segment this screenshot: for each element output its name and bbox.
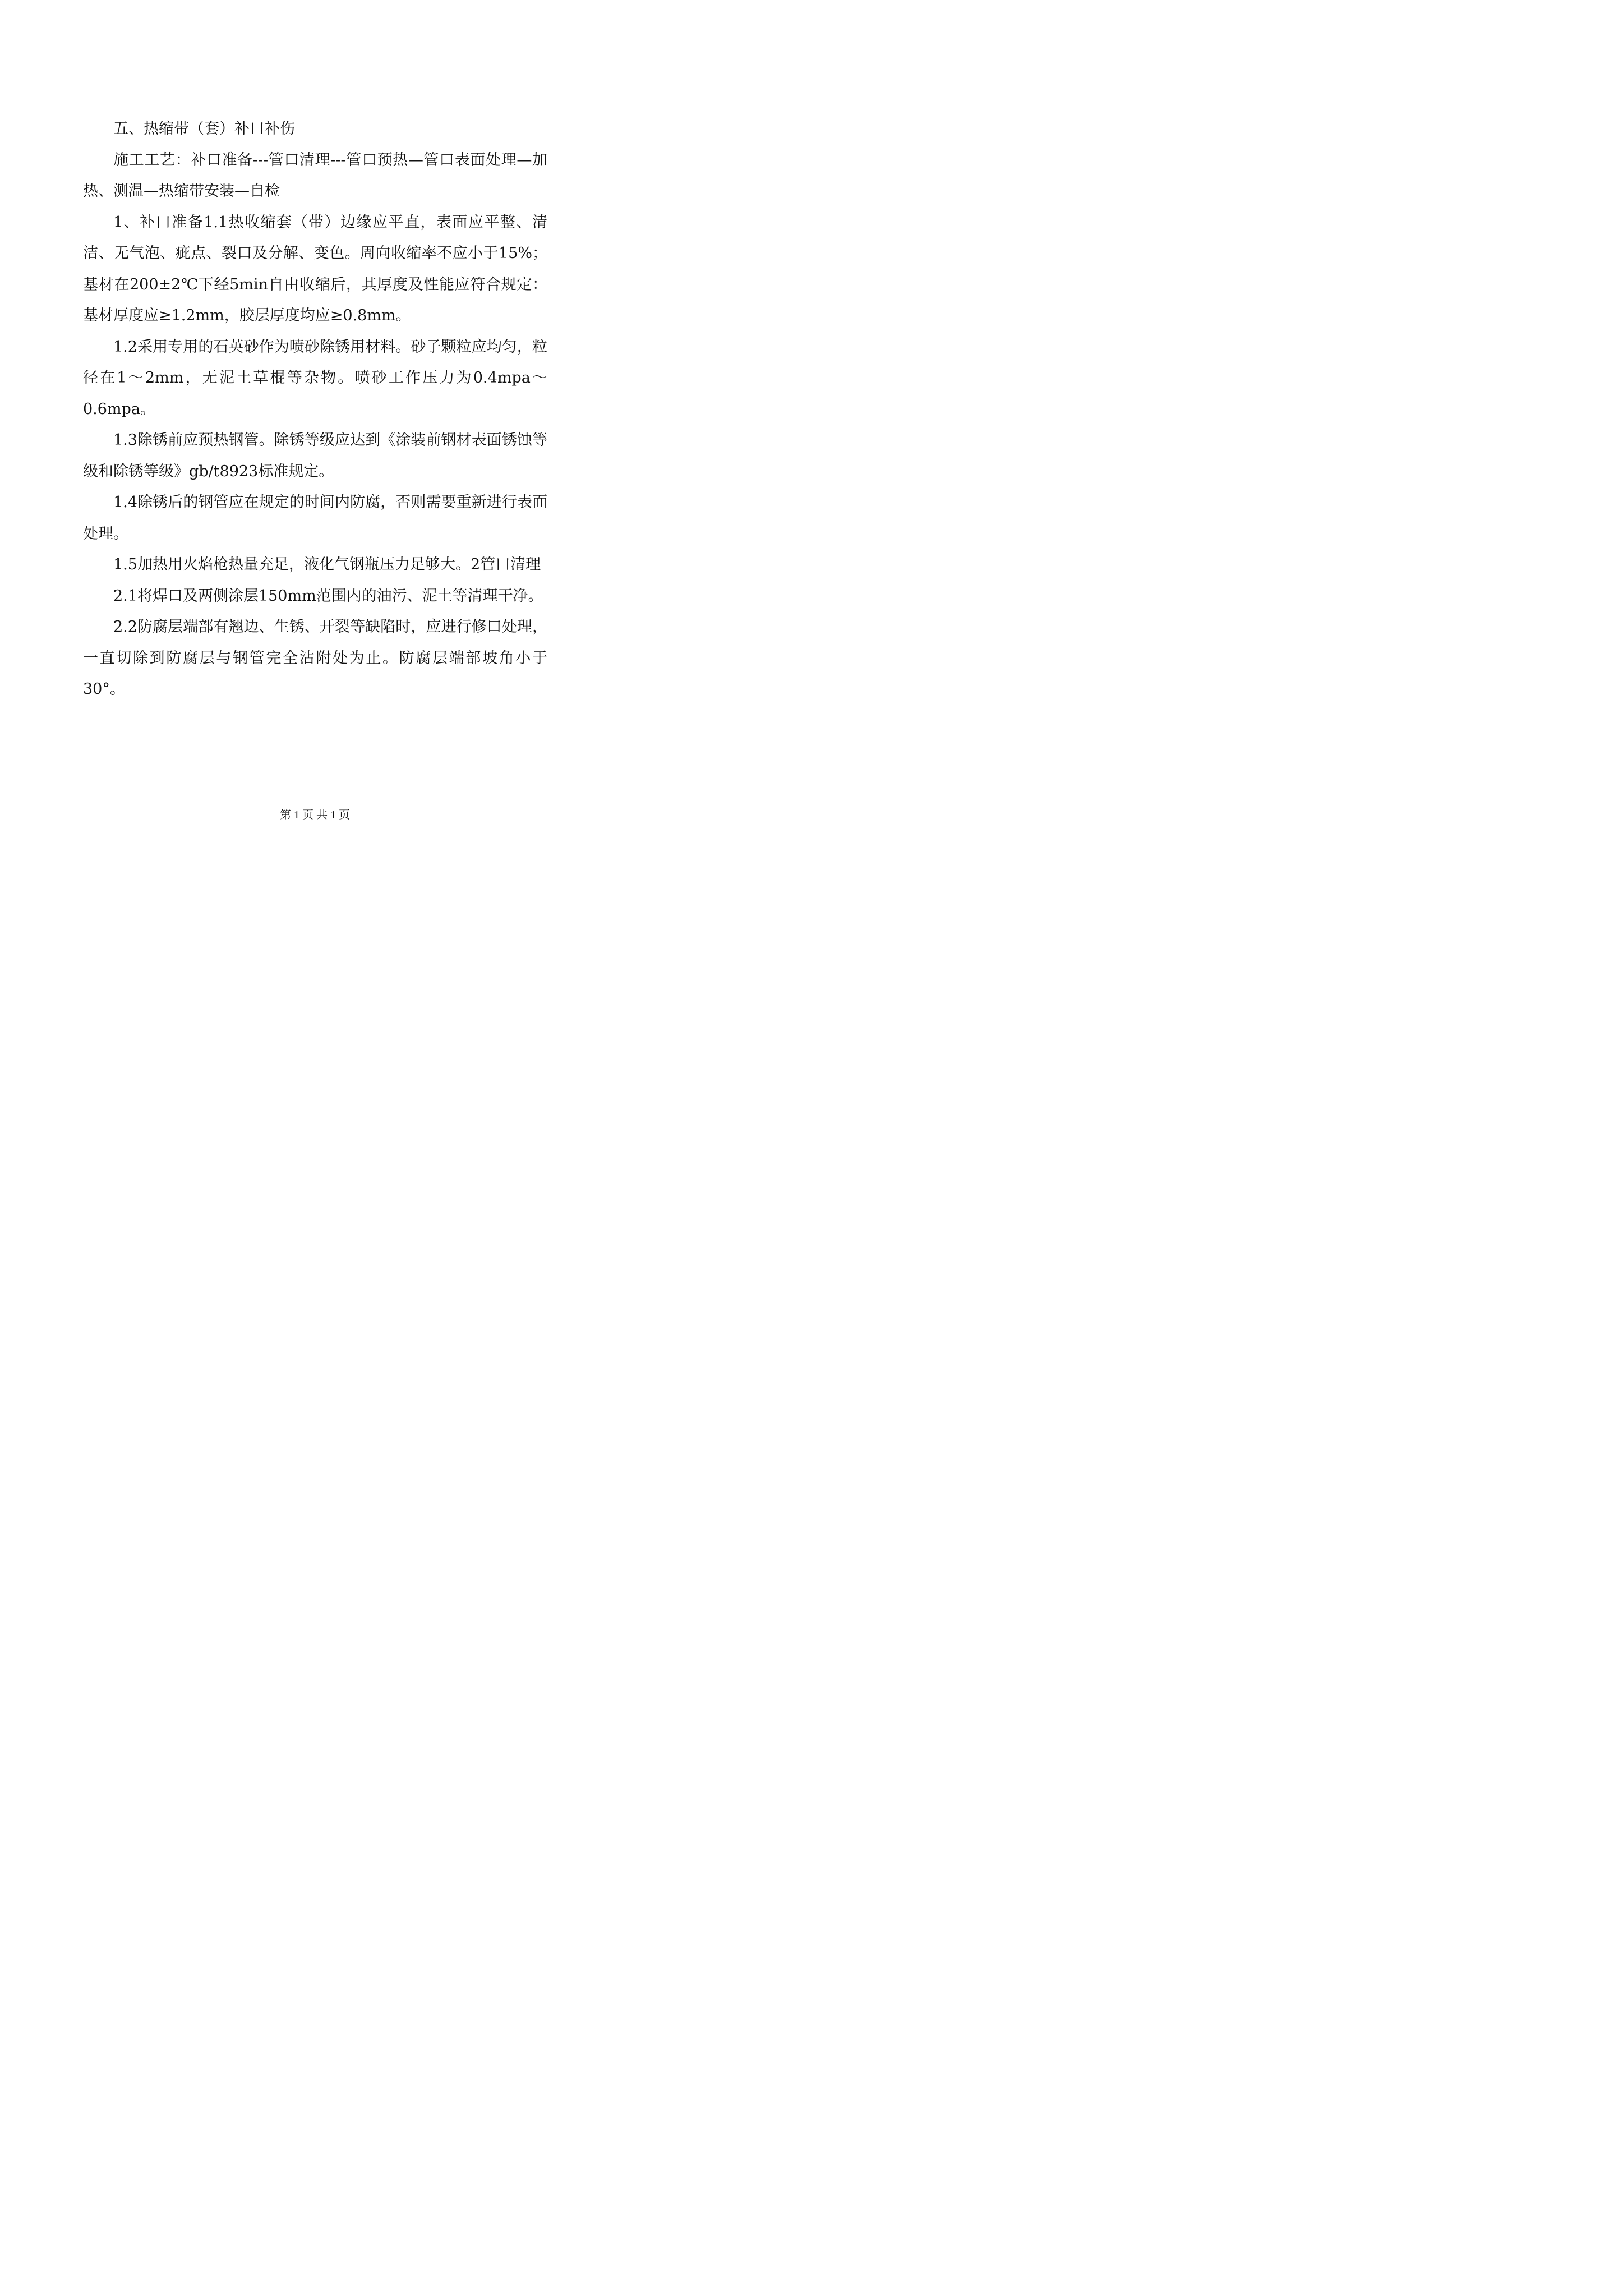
document-body bbox=[83, 113, 547, 705]
paragraph-process: 施工工艺：补口准备---管口清理---管口预热—管口表面处理—加热、测温—热缩带安装—自检 bbox=[83, 151, 547, 200]
paragraph-2-1: 2.1将焊口及两侧涂层150mm范围内的油污、泥土等清理干净。 bbox=[113, 587, 543, 605]
paragraph-1-3: 1.3除锈前应预热钢管。除锈等级应达到《涂装前钢材表面锈蚀等级和除锈等级》gb/t8923标准规定。 bbox=[83, 431, 547, 480]
paragraph-1-4: 1.4除锈后的钢管应在规定的时间内防腐，否则需要重新进行表面处理。 bbox=[83, 494, 547, 542]
page-footer: 第 1 页 共 1 页 bbox=[280, 809, 350, 821]
section-heading: 五、热缩带（套）补口补伤 bbox=[113, 120, 295, 137]
paragraph-1-2: 1.2采用专用的石英砂作为喷砂除锈用材料。砂子颗粒应均匀，粒径在1～2mm，无泥土草棍等杂物。喷砂工作压力为0.4mpa～0.6mpa。 bbox=[83, 338, 547, 418]
document-page bbox=[0, 0, 630, 890]
paragraph-1-5: 1.5加热用火焰枪热量充足，液化气钢瓶压力足够大。2管口清理 bbox=[113, 556, 541, 573]
paragraph-1-1: 1、补口准备1.1热收缩套（带）边缘应平直，表面应平整、清洁、无气泡、疵点、裂口及分解、变色。周向收缩率不应小于15%；基材在200±2℃下经5min自由收缩后，其厚度及性能应符合规定：基材厚度应≥1.2mm，胶层厚度均应≥0.8mm。 bbox=[83, 213, 547, 324]
paragraph-2-2: 2.2防腐层端部有翘边、生锈、开裂等缺陷时，应进行修口处理，一直切除到防腐层与钢管完全沾附处为止。防腐层端部坡角小于30°。 bbox=[83, 618, 547, 698]
